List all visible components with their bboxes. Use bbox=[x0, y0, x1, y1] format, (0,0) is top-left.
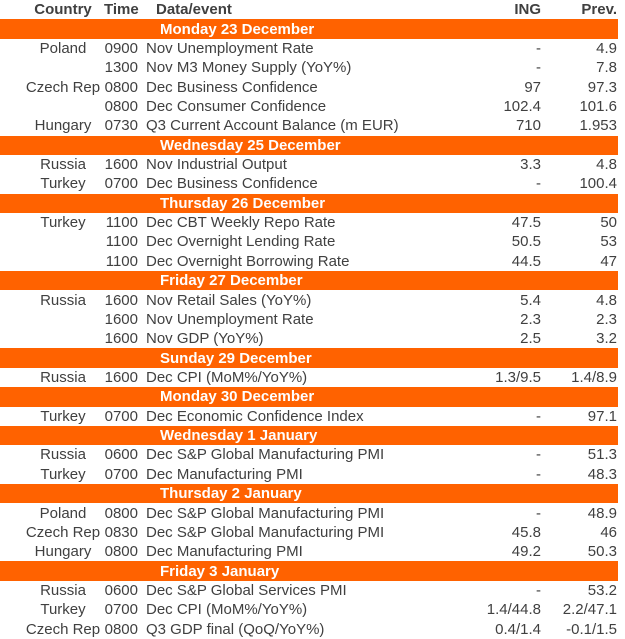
event-row bbox=[0, 445, 618, 464]
date-band bbox=[0, 484, 618, 503]
event-country: Russia bbox=[40, 156, 86, 174]
event-ing-forecast: 49.2 bbox=[511, 543, 541, 561]
event-name: Dec Business Confidence bbox=[146, 175, 318, 193]
event-row bbox=[0, 600, 618, 619]
event-previous-value: 50 bbox=[600, 214, 617, 232]
event-time: 1600 bbox=[104, 369, 138, 386]
event-row bbox=[0, 58, 618, 77]
event-ing-forecast: 0.4/1.4 bbox=[495, 620, 541, 638]
event-country: Turkey bbox=[40, 407, 86, 425]
event-previous-value: 50.3 bbox=[587, 543, 617, 561]
date-band-label: Wednesday 1 January bbox=[160, 427, 318, 445]
event-name: Dec S&P Global Manufacturing PMI bbox=[146, 446, 385, 464]
event-time: 0900 bbox=[104, 39, 138, 57]
event-time: 1600 bbox=[104, 330, 138, 348]
event-time: 0700 bbox=[104, 175, 138, 193]
event-time: 0800 bbox=[104, 78, 138, 96]
event-name: Dec Manufacturing PMI bbox=[146, 543, 303, 561]
event-time: 1300 bbox=[104, 59, 138, 77]
event-ing-forecast: - bbox=[536, 465, 541, 483]
event-name: Nov M3 Money Supply (YoY%) bbox=[146, 59, 352, 77]
event-row bbox=[0, 116, 618, 135]
event-previous-value: 97.1 bbox=[587, 407, 617, 425]
event-country: Russia bbox=[40, 446, 86, 464]
table-header-row bbox=[0, 0, 618, 19]
date-band bbox=[0, 19, 618, 38]
event-time: 1100 bbox=[105, 233, 138, 251]
event-country: Czech Rep bbox=[25, 523, 101, 541]
event-time: 1600 bbox=[104, 291, 138, 309]
header-data-event: Data/event bbox=[156, 1, 232, 19]
event-row bbox=[0, 542, 618, 561]
date-band-label: Monday 23 December bbox=[160, 20, 315, 38]
event-name: Dec Overnight Borrowing Rate bbox=[146, 252, 350, 270]
event-country: Czech Rep bbox=[25, 78, 101, 96]
event-name: Nov GDP (YoY%) bbox=[146, 330, 264, 348]
header-time: Time bbox=[104, 1, 139, 19]
event-ing-forecast: 44.5 bbox=[511, 252, 541, 270]
event-ing-forecast: 47.5 bbox=[511, 214, 541, 232]
event-ing-forecast: - bbox=[536, 407, 541, 425]
event-row bbox=[0, 310, 618, 329]
event-country: Russia bbox=[40, 291, 86, 309]
event-time: 1100 bbox=[105, 252, 138, 270]
date-band bbox=[0, 561, 618, 580]
date-band-label: Friday 3 January bbox=[160, 562, 280, 580]
date-band bbox=[0, 194, 618, 213]
event-row bbox=[0, 620, 618, 639]
event-country: Russia bbox=[40, 369, 86, 386]
event-name: Dec Manufacturing PMI bbox=[146, 465, 303, 483]
event-row bbox=[0, 581, 618, 600]
event-time: 0700 bbox=[104, 407, 138, 425]
event-country: Hungary bbox=[34, 117, 92, 135]
event-row bbox=[0, 174, 618, 193]
event-ing-forecast: - bbox=[536, 446, 541, 464]
event-previous-value: 3.2 bbox=[596, 330, 617, 348]
event-name: Dec S&P Global Manufacturing PMI bbox=[146, 523, 385, 541]
event-previous-value: 1.953 bbox=[579, 117, 617, 135]
event-time: 0700 bbox=[104, 601, 138, 619]
event-ing-forecast: 2.3 bbox=[520, 310, 541, 328]
event-row bbox=[0, 368, 618, 387]
event-time: 1600 bbox=[104, 156, 138, 174]
date-band bbox=[0, 387, 618, 406]
event-ing-forecast: 3.3 bbox=[520, 156, 541, 174]
event-row bbox=[0, 97, 618, 116]
event-country: Turkey bbox=[40, 465, 86, 483]
event-time: 0830 bbox=[104, 523, 138, 541]
event-previous-value: -0.1/1.5 bbox=[566, 620, 617, 638]
event-time: 0730 bbox=[104, 117, 138, 135]
event-time: 0800 bbox=[104, 543, 138, 561]
event-ing-forecast: 1.4/44.8 bbox=[486, 601, 541, 619]
event-previous-value: 97.3 bbox=[587, 78, 617, 96]
event-ing-forecast: 97 bbox=[524, 78, 541, 96]
event-country: Turkey bbox=[40, 214, 86, 232]
event-time: 0600 bbox=[104, 446, 138, 464]
event-ing-forecast: 102.4 bbox=[503, 97, 541, 115]
event-ing-forecast: 1.3/9.5 bbox=[495, 369, 541, 386]
event-previous-value: 4.8 bbox=[596, 291, 617, 309]
header-ing: ING bbox=[514, 1, 541, 19]
date-band bbox=[0, 426, 618, 445]
event-name: Dec Consumer Confidence bbox=[146, 97, 327, 115]
date-band-label: Friday 27 December bbox=[160, 272, 303, 290]
event-row bbox=[0, 155, 618, 174]
event-time: 1100 bbox=[105, 214, 138, 232]
event-row bbox=[0, 252, 618, 271]
event-row bbox=[0, 77, 618, 96]
event-previous-value: 1.4/8.9 bbox=[571, 369, 617, 386]
event-name: Nov Industrial Output bbox=[146, 156, 287, 174]
event-ing-forecast: 2.5 bbox=[520, 330, 541, 348]
event-ing-forecast: - bbox=[536, 581, 541, 599]
date-band bbox=[0, 271, 618, 290]
event-previous-value: 2.3 bbox=[596, 310, 617, 328]
event-row bbox=[0, 213, 618, 232]
date-band bbox=[0, 136, 618, 155]
event-time: 0800 bbox=[104, 97, 138, 115]
event-name: Dec CPI (MoM%/YoY%) bbox=[146, 601, 308, 619]
date-band-label: Monday 30 December bbox=[160, 388, 315, 406]
event-name: Q3 Current Account Balance (m EUR) bbox=[146, 117, 399, 135]
event-row bbox=[0, 407, 618, 426]
event-previous-value: 4.9 bbox=[596, 39, 617, 57]
header-country: Country bbox=[34, 1, 92, 19]
event-previous-value: 53 bbox=[600, 233, 617, 251]
header-prev: Prev. bbox=[581, 1, 617, 19]
event-ing-forecast: 45.8 bbox=[511, 523, 541, 541]
date-band-label: Thursday 26 December bbox=[160, 194, 326, 212]
event-previous-value: 4.8 bbox=[596, 156, 617, 174]
event-ing-forecast: - bbox=[536, 59, 541, 77]
event-ing-forecast: - bbox=[536, 39, 541, 57]
event-previous-value: 7.8 bbox=[596, 59, 617, 77]
event-ing-forecast: 50.5 bbox=[511, 233, 541, 251]
date-band-label: Wednesday 25 December bbox=[160, 136, 341, 154]
date-band-label: Thursday 2 January bbox=[160, 485, 302, 503]
event-name: Dec S&P Global Manufacturing PMI bbox=[146, 504, 385, 522]
event-country: Turkey bbox=[40, 175, 86, 193]
event-country: Russia bbox=[40, 581, 86, 599]
event-name: Dec CPI (MoM%/YoY%) bbox=[146, 369, 308, 386]
event-name: Dec Business Confidence bbox=[146, 78, 318, 96]
event-name: Dec Overnight Lending Rate bbox=[146, 233, 336, 251]
event-row bbox=[0, 232, 618, 251]
event-country: Hungary bbox=[34, 543, 92, 561]
event-name: Nov Unemployment Rate bbox=[146, 39, 314, 57]
event-ing-forecast: - bbox=[536, 175, 541, 193]
event-time: 0700 bbox=[104, 465, 138, 483]
event-previous-value: 46 bbox=[600, 523, 617, 541]
event-country: Poland bbox=[39, 39, 87, 57]
event-name: Nov Unemployment Rate bbox=[146, 310, 314, 328]
event-previous-value: 2.2/47.1 bbox=[562, 601, 617, 619]
event-previous-value: 51.3 bbox=[587, 446, 617, 464]
event-previous-value: 48.3 bbox=[587, 465, 617, 483]
event-time: 0800 bbox=[104, 620, 138, 638]
event-previous-value: 47 bbox=[600, 252, 617, 270]
event-previous-value: 101.6 bbox=[579, 97, 617, 115]
event-row bbox=[0, 523, 618, 542]
event-previous-value: 100.4 bbox=[579, 175, 617, 193]
event-previous-value: 48.9 bbox=[587, 504, 617, 522]
event-country: Poland bbox=[39, 504, 87, 522]
event-name: Dec CBT Weekly Repo Rate bbox=[146, 214, 336, 232]
event-name: Nov Retail Sales (YoY%) bbox=[146, 291, 312, 309]
date-band bbox=[0, 348, 618, 367]
event-country: Turkey bbox=[40, 601, 86, 619]
event-ing-forecast: - bbox=[536, 504, 541, 522]
date-band-label: Sunday 29 December bbox=[160, 349, 312, 367]
event-name: Dec Economic Confidence Index bbox=[146, 407, 364, 425]
event-ing-forecast: 710 bbox=[515, 117, 541, 135]
event-name: Q3 GDP final (QoQ/YoY%) bbox=[146, 620, 325, 638]
event-previous-value: 53.2 bbox=[587, 581, 617, 599]
event-ing-forecast: 5.4 bbox=[520, 291, 541, 309]
event-name: Dec S&P Global Services PMI bbox=[146, 581, 347, 599]
event-row bbox=[0, 329, 618, 348]
event-row bbox=[0, 290, 618, 309]
event-time: 0600 bbox=[104, 581, 138, 599]
event-time: 0800 bbox=[104, 504, 138, 522]
event-row bbox=[0, 465, 618, 484]
event-row bbox=[0, 503, 618, 522]
event-country: Czech Rep bbox=[25, 620, 101, 638]
event-time: 1600 bbox=[104, 310, 138, 328]
event-row bbox=[0, 39, 618, 58]
